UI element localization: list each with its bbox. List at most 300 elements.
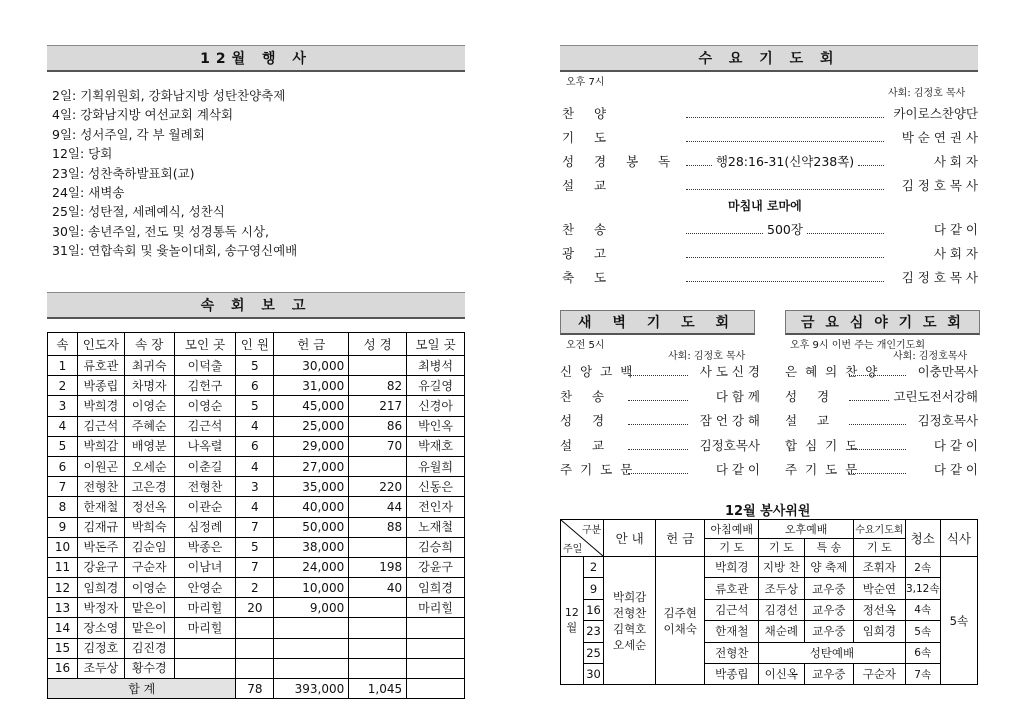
dawn-title — [560, 310, 755, 335]
table-cell: 차명자 — [124, 376, 174, 396]
dot-leader — [628, 415, 688, 425]
table-cell: 김근석 — [174, 416, 236, 436]
table-cell: 신동은 — [407, 477, 465, 497]
service-header-row — [561, 520, 978, 539]
table-cell — [349, 456, 407, 476]
table-cell: 5 — [236, 537, 274, 557]
order-value: 사 회 자 — [933, 154, 979, 169]
order-mid: 행28:16-31(신약238쪽) — [715, 154, 855, 169]
table-cell: 44 — [349, 497, 407, 517]
col-header: 속 장 — [124, 333, 174, 356]
total-people: 78 — [236, 679, 274, 699]
table-row — [48, 456, 465, 476]
col-header: 속 — [48, 333, 78, 356]
table-cell: 40,000 — [274, 497, 349, 517]
col-offering: 헌 금 — [655, 520, 705, 557]
meal-cell: 5속 — [940, 557, 977, 685]
clean-cell: 7속 — [905, 663, 940, 684]
table-cell: 198 — [349, 557, 407, 577]
wed-cell: 임희경 — [854, 621, 906, 642]
table-cell: 박희숙 — [124, 517, 174, 537]
table-cell: 유월희 — [407, 456, 465, 476]
morning-cell: 한재철 — [705, 621, 759, 642]
order-label: 찬 송 — [560, 388, 613, 404]
table-cell — [349, 638, 407, 658]
table-cell: 13 — [48, 598, 78, 618]
col-afternoon: 오후예배 — [759, 520, 854, 539]
order-row — [560, 362, 760, 380]
table-row — [48, 618, 465, 638]
table-cell: 9 — [48, 517, 78, 537]
order-row — [560, 387, 760, 405]
events-title-text: 12월 행 사 — [200, 51, 312, 67]
table-cell — [274, 658, 349, 678]
table-cell — [349, 537, 407, 557]
order-value: 다 같 이 — [933, 462, 978, 477]
clean-cell: 2속 — [905, 557, 940, 578]
table-cell: 노재철 — [407, 517, 465, 537]
order-label: 찬 송 — [562, 222, 615, 237]
table-cell — [407, 658, 465, 678]
table-cell: 전인자 — [407, 497, 465, 517]
table-cell: 마리힐 — [174, 598, 236, 618]
table-cell: 11 — [48, 557, 78, 577]
corner-top: 구분 — [582, 525, 602, 536]
table-cell: 82 — [349, 376, 407, 396]
table-row — [48, 598, 465, 618]
table-cell: 6 — [236, 376, 274, 396]
table-cell: 이남녀 — [174, 557, 236, 577]
col-morning: 아침예배 — [705, 520, 759, 539]
table-cell: 임희경 — [77, 578, 124, 598]
aft-prayer-cell: 조두상 — [759, 578, 804, 599]
table-cell: 맡은이 — [124, 598, 174, 618]
table-cell: 70 — [349, 436, 407, 456]
order-label: 광 고 — [562, 246, 615, 261]
table-cell: 박종립 — [77, 376, 124, 396]
clean-cell: 3,12속 — [905, 578, 940, 599]
table-cell: 김순임 — [124, 537, 174, 557]
order-value: 김정호목사 — [917, 413, 978, 428]
table-cell: 27,000 — [274, 456, 349, 476]
col-header: 모인 곳 — [174, 333, 236, 356]
order-row — [785, 460, 978, 478]
dot-leader — [686, 224, 763, 234]
table-row — [48, 557, 465, 577]
wed-cell: 박순연 — [854, 578, 906, 599]
table-cell: 220 — [349, 477, 407, 497]
order-row — [562, 176, 978, 194]
col-clean: 청소 — [905, 520, 940, 557]
order-row — [562, 152, 978, 170]
table-cell: 조두상 — [77, 658, 124, 678]
table-cell: 이덕출 — [174, 356, 236, 376]
table-cell: 김정호 — [77, 638, 124, 658]
events-list — [52, 86, 472, 261]
day-cell: 16 — [583, 599, 604, 620]
order-label: 합심기도 — [785, 437, 866, 453]
friday-time: 오후 9시 이번 주는 개인기도회 — [790, 340, 925, 351]
aft-special-cell: 교우중 — [804, 578, 854, 599]
table-cell: 35,000 — [274, 477, 349, 497]
table-cell: 2 — [48, 376, 78, 396]
order-value: 다 함 께 — [715, 388, 760, 404]
order-value: 고린도전서강해 — [893, 388, 978, 404]
order-row — [562, 268, 978, 286]
table-cell: 10,000 — [274, 578, 349, 598]
aft-prayer-cell: 채순례 — [759, 621, 804, 642]
corner-cell — [561, 520, 604, 557]
table-cell: 류호관 — [77, 356, 124, 376]
dot-leader — [849, 415, 906, 425]
aft-special-cell: 교우중 — [804, 599, 854, 620]
table-cell: 심정례 — [174, 517, 236, 537]
friday-host: 사회: 김정호목사 — [893, 351, 968, 362]
morning-cell: 박종립 — [705, 663, 759, 684]
dot-leader — [849, 391, 889, 401]
table-cell: 정선옥 — [124, 497, 174, 517]
order-value: 잠 언 강 해 — [699, 413, 760, 428]
table-cell: 15 — [48, 638, 78, 658]
total-offering: 393,000 — [274, 679, 349, 699]
col-header: 인도자 — [77, 333, 124, 356]
table-cell: 전형찬 — [77, 477, 124, 497]
table-cell: 3 — [48, 396, 78, 416]
list-item: 2일: 기획위원회, 강화남지방 성탄찬양축제 — [52, 88, 286, 103]
offering-cell: 김주현 이채숙 — [655, 557, 705, 685]
order-row — [560, 436, 760, 454]
day-cell: 25 — [583, 642, 604, 663]
order-row — [785, 362, 978, 380]
order-row — [560, 411, 760, 429]
dot-leader — [686, 132, 884, 142]
wednesday-time: 오후 7시 — [566, 77, 605, 88]
table-row — [48, 497, 465, 517]
sub-afternoon-special: 특 송 — [804, 538, 854, 557]
table-cell — [274, 638, 349, 658]
sermon-title: 마침내 로마에 — [728, 199, 802, 213]
order-row — [562, 244, 978, 262]
merged-cell: 성탄예배 — [759, 642, 906, 663]
order-label: 설 교 — [560, 437, 613, 453]
table-row — [48, 537, 465, 557]
order-value: 김정호목사 — [699, 437, 760, 453]
col-header: 인 원 — [236, 333, 274, 356]
aft-prayer-cell: 김경선 — [759, 599, 804, 620]
order-value: 김 정 호 목 사 — [901, 178, 978, 193]
dot-leader — [628, 440, 688, 450]
table-cell: 박희감 — [77, 436, 124, 456]
col-header: 모일 곳 — [407, 333, 465, 356]
table-row — [48, 436, 465, 456]
report-table — [47, 332, 465, 699]
table-cell: 3 — [236, 477, 274, 497]
col-header: 성 경 — [349, 333, 407, 356]
aft-special-cell: 양 축제 — [804, 557, 854, 578]
table-cell: 박정자 — [77, 598, 124, 618]
table-cell: 7 — [236, 517, 274, 537]
table-cell: 황수경 — [124, 658, 174, 678]
table-cell: 8 — [48, 497, 78, 517]
table-cell: 박재호 — [407, 436, 465, 456]
report-title — [47, 292, 465, 319]
table-cell: 고은경 — [124, 477, 174, 497]
table-row — [48, 376, 465, 396]
table-cell: 6 — [48, 456, 78, 476]
morning-cell: 박희경 — [705, 557, 759, 578]
aft-prayer-cell: 이신옥 — [759, 663, 804, 684]
wed-cell: 정선옥 — [854, 599, 906, 620]
table-cell: 14 — [48, 618, 78, 638]
table-row — [48, 477, 465, 497]
table-cell: 신경아 — [407, 396, 465, 416]
table-cell: 50,000 — [274, 517, 349, 537]
order-label: 주기도문 — [560, 462, 641, 477]
table-cell: 5 — [48, 436, 78, 456]
table-cell: 김진경 — [124, 638, 174, 658]
table-cell: 16 — [48, 658, 78, 678]
table-cell: 임희경 — [407, 578, 465, 598]
order-value: 다 같 이 — [933, 222, 978, 237]
dot-leader — [686, 272, 884, 282]
table-cell: 안영순 — [174, 578, 236, 598]
order-label: 신앙고백 — [560, 364, 641, 379]
dot-leader — [628, 366, 688, 376]
table-cell — [407, 618, 465, 638]
table-cell: 38,000 — [274, 537, 349, 557]
table-cell: 86 — [349, 416, 407, 436]
morning-cell: 류호관 — [705, 578, 759, 599]
sub-wed: 기 도 — [854, 538, 906, 557]
table-cell: 주혜순 — [124, 416, 174, 436]
table-cell: 10 — [48, 537, 78, 557]
clean-cell: 6속 — [905, 642, 940, 663]
order-label: 기 도 — [562, 130, 615, 145]
table-cell: 마리힐 — [174, 618, 236, 638]
order-row — [562, 220, 978, 238]
dot-leader — [628, 464, 688, 474]
dawn-time: 오전 5시 — [566, 340, 605, 351]
order-value: 카이로스찬양단 — [893, 106, 978, 121]
table-cell — [174, 638, 236, 658]
table-cell: 김근석 — [77, 416, 124, 436]
morning-cell: 김근석 — [705, 599, 759, 620]
dot-leader — [628, 391, 688, 401]
table-cell: 24,000 — [274, 557, 349, 577]
order-row — [562, 128, 978, 146]
table-cell: 강윤구 — [77, 557, 124, 577]
table-cell — [174, 658, 236, 678]
table-cell: 배영분 — [124, 436, 174, 456]
table-cell: 4 — [236, 416, 274, 436]
table-cell: 최병석 — [407, 356, 465, 376]
table-row — [48, 658, 465, 678]
dot-leader — [849, 464, 906, 474]
dot-leader — [686, 156, 712, 166]
list-item: 23일: 성찬축하발표회(교) — [52, 165, 195, 181]
list-item: 31일: 연합속회 및 윷놀이대회, 송구영신예배 — [52, 243, 298, 259]
table-cell: 박희경 — [77, 396, 124, 416]
order-row — [785, 387, 978, 405]
friday-title-text: 금 요 심 야 기 도 회 — [801, 315, 964, 331]
table-cell: 박종은 — [174, 537, 236, 557]
day-cell: 30 — [583, 663, 604, 684]
table-header-row — [48, 333, 465, 356]
table-cell: 1 — [48, 356, 78, 376]
order-label: 축 도 — [562, 270, 615, 285]
table-cell: 217 — [349, 396, 407, 416]
order-value: 김 정 호 목 사 — [901, 270, 978, 285]
order-row — [785, 436, 978, 454]
dot-leader — [849, 366, 906, 376]
list-item: 12일: 당회 — [52, 146, 113, 162]
day-cell: 2 — [583, 557, 604, 578]
dot-leader — [686, 180, 884, 190]
order-label: 성 경 — [560, 413, 613, 428]
order-row — [560, 460, 760, 478]
table-cell: 88 — [349, 517, 407, 537]
order-label: 성 경 봉 독 — [562, 154, 679, 169]
table-cell: 9,000 — [274, 598, 349, 618]
list-item: 9일: 성서주일, 각 부 월례회 — [52, 126, 205, 142]
wednesday-title-text: 수 요 기 도 회 — [698, 51, 840, 67]
table-cell: 30,000 — [274, 356, 349, 376]
dawn-title-text: 새 벽 기 도 회 — [577, 315, 738, 331]
dawn-host: 사회: 김정호 목사 — [668, 351, 746, 362]
dot-leader — [686, 108, 884, 118]
table-cell: 이관순 — [174, 497, 236, 517]
table-cell: 29,000 — [274, 436, 349, 456]
report-title-text: 속 회 보 고 — [200, 298, 312, 314]
day-cell: 9 — [583, 578, 604, 599]
table-cell: 7 — [48, 477, 78, 497]
list-item: 25일: 성탄절, 세례예식, 성찬식 — [52, 204, 225, 220]
table-cell: 4 — [236, 456, 274, 476]
wed-cell: 조휘자 — [854, 557, 906, 578]
table-cell: 20 — [236, 598, 274, 618]
table-cell — [349, 598, 407, 618]
clean-cell: 5속 — [905, 621, 940, 642]
table-cell: 45,000 — [274, 396, 349, 416]
service-table — [560, 519, 978, 685]
table-cell: 이영순 — [174, 396, 236, 416]
col-guide: 안 내 — [604, 520, 656, 557]
table-cell: 전형찬 — [174, 477, 236, 497]
table-cell: 이영순 — [124, 396, 174, 416]
table-cell: 4 — [236, 497, 274, 517]
order-label: 설 교 — [562, 178, 615, 193]
order-label: 설 교 — [785, 413, 838, 428]
table-cell: 이영순 — [124, 578, 174, 598]
service-title: 12월 봉사위원 — [725, 504, 811, 519]
friday-title — [785, 310, 980, 335]
wednesday-title — [560, 45, 978, 72]
corner-bottom: 주일 — [563, 544, 583, 555]
table-row — [48, 638, 465, 658]
table-cell: 이원곤 — [77, 456, 124, 476]
total-label: 합 계 — [48, 679, 236, 699]
order-value: 다 같 이 — [715, 462, 760, 477]
sub-morning: 기 도 — [705, 538, 759, 557]
table-cell: 구순자 — [124, 557, 174, 577]
order-mid: 500장 — [767, 222, 803, 237]
table-row — [561, 557, 978, 578]
table-cell: 강윤구 — [407, 557, 465, 577]
table-cell: 나옥렬 — [174, 436, 236, 456]
col-wed: 수요기도회 — [854, 520, 906, 539]
table-total-row — [48, 679, 465, 699]
table-cell: 12 — [48, 578, 78, 598]
dot-leader — [807, 224, 884, 234]
table-cell: 김승희 — [407, 537, 465, 557]
table-cell — [349, 618, 407, 638]
table-cell — [349, 658, 407, 678]
table-cell — [236, 618, 274, 638]
guide-cell: 박희감 전형찬 김혁호 오세순 — [604, 557, 656, 685]
day-cell: 23 — [583, 621, 604, 642]
table-row — [48, 396, 465, 416]
table-row — [48, 517, 465, 537]
table-cell: 박돈주 — [77, 537, 124, 557]
aft-prayer-cell: 지방 찬 — [759, 557, 804, 578]
list-item: 24일: 새벽송 — [52, 185, 125, 201]
order-value: 이충만목사 — [917, 364, 978, 379]
table-row — [48, 578, 465, 598]
table-row — [48, 356, 465, 376]
table-cell: 7 — [236, 557, 274, 577]
list-item: 30일: 송년주일, 전도 및 성경통독 시상, — [52, 223, 269, 239]
order-row — [562, 104, 978, 122]
aft-special-cell: 교우중 — [804, 663, 854, 684]
table-cell: 이춘길 — [174, 456, 236, 476]
col-meal: 식사 — [940, 520, 977, 557]
table-cell: 31,000 — [274, 376, 349, 396]
dot-leader — [849, 440, 906, 450]
morning-cell: 전형찬 — [705, 642, 759, 663]
month-cell: 12월 — [561, 557, 584, 685]
wed-cell: 구순자 — [854, 663, 906, 684]
events-title — [47, 45, 465, 72]
table-cell: 맡은이 — [124, 618, 174, 638]
table-cell: 25,000 — [274, 416, 349, 436]
order-label: 은혜의찬양 — [785, 364, 886, 379]
table-cell: 마리힐 — [407, 598, 465, 618]
table-cell: 2 — [236, 578, 274, 598]
table-cell: 장소영 — [77, 618, 124, 638]
table-cell: 4 — [48, 416, 78, 436]
dot-leader — [858, 156, 884, 166]
order-label: 주기도문 — [785, 462, 866, 477]
sub-afternoon-prayer: 기 도 — [759, 538, 804, 557]
order-row — [785, 411, 978, 429]
wednesday-host: 사회: 김정호 목사 — [888, 88, 966, 99]
table-cell — [236, 638, 274, 658]
table-cell: 6 — [236, 436, 274, 456]
table-row — [48, 416, 465, 436]
order-value: 다 같 이 — [933, 437, 978, 453]
order-value: 사 도 신 경 — [699, 364, 760, 379]
table-cell: 박인옥 — [407, 416, 465, 436]
table-cell: 40 — [349, 578, 407, 598]
total-bible: 1,045 — [349, 679, 407, 699]
aft-special-cell: 교우중 — [804, 621, 854, 642]
table-cell — [349, 356, 407, 376]
col-header: 헌 금 — [274, 333, 349, 356]
total-empty — [407, 679, 465, 699]
clean-cell: 4속 — [905, 599, 940, 620]
table-cell: 유길영 — [407, 376, 465, 396]
table-cell: 최귀숙 — [124, 356, 174, 376]
